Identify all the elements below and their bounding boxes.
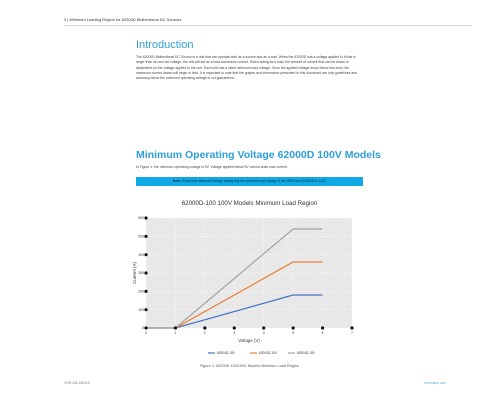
y-tick-label: 0 — [142, 326, 144, 331]
x-tick-label: 1 — [174, 331, 177, 335]
note-banner — [136, 177, 363, 186]
y-tick-label: 600 — [138, 216, 144, 221]
section-heading: Minimum Operating Voltage 62000D 100V Models — [136, 149, 381, 161]
x-axis-marker — [350, 326, 353, 329]
x-tick-label: 2 — [203, 331, 206, 335]
note-text: If load was observed through testing that the minimum load voltage of the 180V and 60/1800D is 4-5V. — [181, 179, 327, 183]
y-axis-marker — [144, 290, 147, 293]
y-tick-label: 100 — [138, 307, 144, 312]
y-tick-label: 500 — [138, 234, 144, 239]
chart-title: 62000D-100 100V Models Minimum Load Region — [181, 200, 318, 207]
y-tick-label: 400 — [138, 252, 144, 257]
legend-label: 62000D-100 — [259, 351, 277, 356]
page-header: 2 | Minimum Loading Region for 62000D Bidirectional DC Sources — [64, 17, 182, 22]
y-axis-marker — [144, 216, 147, 219]
intro-heading: Introduction — [136, 39, 194, 51]
x-tick-label: 3 — [233, 331, 236, 335]
y-axis-marker — [144, 235, 147, 238]
x-axis-marker — [233, 326, 236, 329]
legend-label: 62000D-100 — [297, 351, 315, 356]
x-tick-label: 4 — [262, 331, 265, 335]
note-label: Note: — [172, 179, 182, 183]
y-axis-marker — [144, 308, 147, 311]
section-paragraph: In Figure 1, the minimum operating voltage is 5V. Voltage applied below 5V cannot draw max current. — [136, 165, 288, 169]
y-tick-label: 300 — [138, 271, 144, 276]
y-axis-label: Current (A) — [132, 262, 137, 284]
x-tick-label: 5 — [292, 331, 295, 335]
x-tick-label: 0 — [145, 331, 147, 335]
footer-doc-id: CHR-AN-150419 — [64, 381, 90, 385]
x-axis-marker — [321, 326, 324, 329]
chart-legend — [208, 351, 315, 355]
footer-website: chromaus.com — [424, 381, 447, 385]
legend-label: 62000D-100 — [217, 351, 235, 356]
x-axis-marker — [203, 326, 206, 329]
y-tick-label: 200 — [138, 289, 144, 294]
x-axis-marker — [292, 326, 295, 329]
intro-paragraph: The 62000D Bidirectional DC Source is a unit that can operate both as a source and as a load. When the 62000D has a voltage applied to it that is larger than its own set voltage, the unit will act as a load and draws current. When acting as a load, the amount of current that can be drawn is dependent on the voltage applied to the unit. Each unit has a rated minimum load voltage. Once the applied voltage drops below this level, the maximum current drawn will begin to limit. It is important to note that the graphs and information presented in this document are only guidelines and accuracy below the minimum operating voltage is not guaranteed. — [136, 55, 357, 81]
x-tick-label: 6 — [321, 331, 324, 335]
header-divider — [64, 25, 472, 26]
figure-caption: Figure 1: 62000D 100/100V Models Minimum Load Region — [200, 364, 299, 368]
y-axis-marker — [144, 271, 147, 274]
x-axis-label: Voltage (V) — [238, 338, 260, 343]
x-tick-label: 7 — [351, 331, 353, 335]
x-axis-marker — [174, 326, 177, 329]
y-axis-marker — [144, 253, 147, 256]
x-axis-marker — [144, 326, 147, 329]
min-load-chart — [130, 208, 365, 360]
x-axis-marker — [262, 326, 265, 329]
